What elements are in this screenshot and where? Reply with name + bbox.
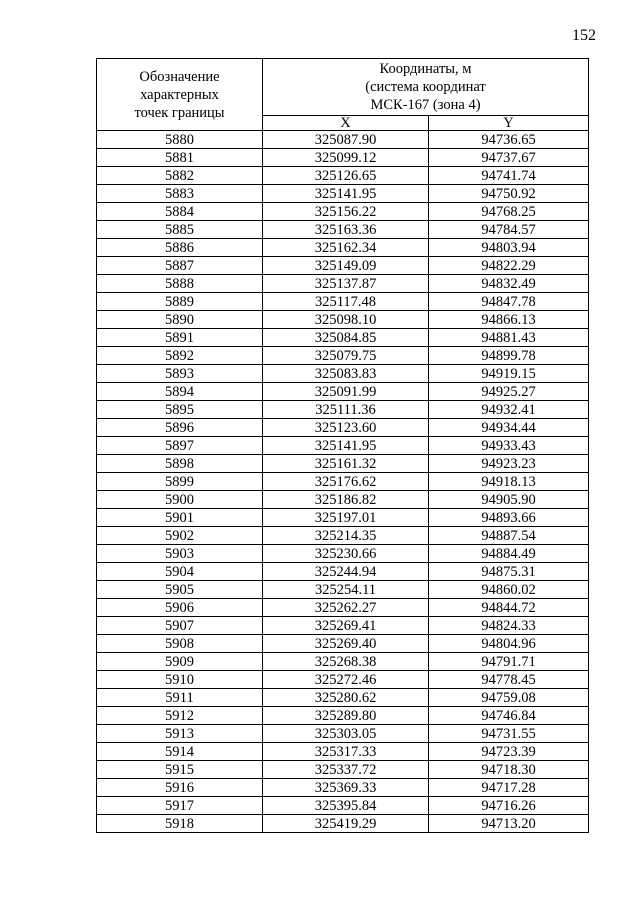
- x-coordinate-cell: 325087.90: [263, 131, 429, 149]
- point-id-cell: 5887: [97, 257, 263, 275]
- x-coordinate-cell: 325269.40: [263, 635, 429, 653]
- y-coordinate-cell: 94881.43: [429, 329, 589, 347]
- table-row: [97, 671, 589, 689]
- y-coordinate-cell: 94803.94: [429, 239, 589, 257]
- y-coordinate-cell: 94768.25: [429, 203, 589, 221]
- x-coordinate-cell: 325268.38: [263, 653, 429, 671]
- table-row: [97, 689, 589, 707]
- table-row: [97, 383, 589, 401]
- x-coordinate-cell: 325369.33: [263, 779, 429, 797]
- x-coordinate-cell: 325098.10: [263, 311, 429, 329]
- coordinates-table: [96, 58, 589, 833]
- y-coordinate-cell: 94860.02: [429, 581, 589, 599]
- y-column-header: Y: [429, 116, 589, 131]
- table-row: [97, 653, 589, 671]
- x-coordinate-cell: 325117.48: [263, 293, 429, 311]
- x-coordinate-cell: 325262.27: [263, 599, 429, 617]
- table-row: [97, 527, 589, 545]
- point-id-cell: 5898: [97, 455, 263, 473]
- point-id-cell: 5900: [97, 491, 263, 509]
- y-coordinate-cell: 94731.55: [429, 725, 589, 743]
- x-coordinate-cell: 325272.46: [263, 671, 429, 689]
- x-coordinate-cell: 325083.83: [263, 365, 429, 383]
- point-id-cell: 5903: [97, 545, 263, 563]
- x-coordinate-cell: 325186.82: [263, 491, 429, 509]
- point-id-cell: 5916: [97, 779, 263, 797]
- y-coordinate-cell: 94741.74: [429, 167, 589, 185]
- x-coordinate-cell: 325163.36: [263, 221, 429, 239]
- point-id-cell: 5908: [97, 635, 263, 653]
- x-coordinate-cell: 325214.35: [263, 527, 429, 545]
- table-row: [97, 545, 589, 563]
- y-coordinate-cell: 94875.31: [429, 563, 589, 581]
- x-coordinate-cell: 325137.87: [263, 275, 429, 293]
- point-id-cell: 5881: [97, 149, 263, 167]
- y-coordinate-cell: 94934.44: [429, 419, 589, 437]
- y-coordinate-cell: 94736.65: [429, 131, 589, 149]
- x-coordinate-cell: 325303.05: [263, 725, 429, 743]
- y-coordinate-cell: 94847.78: [429, 293, 589, 311]
- x-coordinate-cell: 325162.34: [263, 239, 429, 257]
- point-id-cell: 5895: [97, 401, 263, 419]
- point-id-cell: 5896: [97, 419, 263, 437]
- table-row: [97, 617, 589, 635]
- x-coordinate-cell: 325337.72: [263, 761, 429, 779]
- point-id-cell: 5912: [97, 707, 263, 725]
- coords-header-line: Координаты, м: [379, 61, 472, 77]
- y-coordinate-cell: 94737.67: [429, 149, 589, 167]
- x-coordinate-cell: 325149.09: [263, 257, 429, 275]
- x-coordinate-cell: 325111.36: [263, 401, 429, 419]
- y-coordinate-cell: 94784.57: [429, 221, 589, 239]
- x-coordinate-cell: 325419.29: [263, 815, 429, 833]
- table-row: [97, 815, 589, 833]
- table-row: [97, 725, 589, 743]
- point-id-cell: 5892: [97, 347, 263, 365]
- y-coordinate-cell: 94933.43: [429, 437, 589, 455]
- table-row: [97, 239, 589, 257]
- y-coordinate-cell: 94884.49: [429, 545, 589, 563]
- y-coordinate-cell: 94824.33: [429, 617, 589, 635]
- table-row: [97, 707, 589, 725]
- y-coordinate-cell: 94713.20: [429, 815, 589, 833]
- point-id-cell: 5890: [97, 311, 263, 329]
- y-coordinate-cell: 94822.29: [429, 257, 589, 275]
- x-coordinate-cell: 325280.62: [263, 689, 429, 707]
- y-coordinate-cell: 94899.78: [429, 347, 589, 365]
- point-id-cell: 5902: [97, 527, 263, 545]
- table-row: [97, 167, 589, 185]
- point-id-cell: 5894: [97, 383, 263, 401]
- point-id-cell: 5913: [97, 725, 263, 743]
- point-id-cell: 5906: [97, 599, 263, 617]
- x-coordinate-cell: 325197.01: [263, 509, 429, 527]
- y-coordinate-cell: 94717.28: [429, 779, 589, 797]
- table-row: [97, 509, 589, 527]
- point-id-cell: 5893: [97, 365, 263, 383]
- y-coordinate-cell: 94905.90: [429, 491, 589, 509]
- table-row: [97, 491, 589, 509]
- table-row: [97, 455, 589, 473]
- table-row: [97, 401, 589, 419]
- x-coordinate-cell: 325091.99: [263, 383, 429, 401]
- table-row: [97, 779, 589, 797]
- table-row: [97, 257, 589, 275]
- point-id-cell: 5914: [97, 743, 263, 761]
- table-row: [97, 599, 589, 617]
- table-row: [97, 131, 589, 149]
- y-coordinate-cell: 94778.45: [429, 671, 589, 689]
- table-row: [97, 797, 589, 815]
- y-coordinate-cell: 94923.23: [429, 455, 589, 473]
- point-header-line: характерных: [140, 86, 219, 103]
- table-row: [97, 365, 589, 383]
- point-id-cell: 5882: [97, 167, 263, 185]
- y-coordinate-cell: 94723.39: [429, 743, 589, 761]
- table-row: [97, 743, 589, 761]
- y-coordinate-cell: 94887.54: [429, 527, 589, 545]
- table-row: [97, 293, 589, 311]
- point-id-cell: 5885: [97, 221, 263, 239]
- y-coordinate-cell: 94804.96: [429, 635, 589, 653]
- x-coordinate-cell: 325123.60: [263, 419, 429, 437]
- point-id-cell: 5915: [97, 761, 263, 779]
- point-id-cell: 5917: [97, 797, 263, 815]
- y-coordinate-cell: 94925.27: [429, 383, 589, 401]
- table-row: [97, 581, 589, 599]
- x-coordinate-cell: 325254.11: [263, 581, 429, 599]
- table-row: [97, 419, 589, 437]
- x-coordinate-cell: 325161.32: [263, 455, 429, 473]
- table-row: [97, 203, 589, 221]
- x-coordinate-cell: 325176.62: [263, 473, 429, 491]
- table-row: [97, 563, 589, 581]
- point-id-cell: 5899: [97, 473, 263, 491]
- point-id-cell: 5918: [97, 815, 263, 833]
- y-coordinate-cell: 94750.92: [429, 185, 589, 203]
- point-id-cell: 5897: [97, 437, 263, 455]
- point-id-cell: 5884: [97, 203, 263, 221]
- point-id-cell: 5911: [97, 689, 263, 707]
- page-number: 152: [572, 27, 596, 44]
- x-coordinate-cell: 325244.94: [263, 563, 429, 581]
- table-row: [97, 275, 589, 293]
- y-coordinate-cell: 94866.13: [429, 311, 589, 329]
- table-row: [97, 329, 589, 347]
- table-row: [97, 761, 589, 779]
- x-coordinate-cell: 325079.75: [263, 347, 429, 365]
- point-designation-header: [97, 59, 263, 131]
- x-coordinate-cell: 325141.95: [263, 185, 429, 203]
- y-coordinate-cell: 94718.30: [429, 761, 589, 779]
- x-coordinate-cell: 325395.84: [263, 797, 429, 815]
- x-coordinate-cell: 325141.95: [263, 437, 429, 455]
- table-row: [97, 221, 589, 239]
- point-id-cell: 5904: [97, 563, 263, 581]
- point-header-line: точек границы: [134, 104, 225, 121]
- point-id-cell: 5889: [97, 293, 263, 311]
- table-body: [97, 131, 589, 833]
- y-coordinate-cell: 94918.13: [429, 473, 589, 491]
- point-id-cell: 5888: [97, 275, 263, 293]
- table-row: [97, 185, 589, 203]
- table-row: [97, 311, 589, 329]
- x-coordinate-cell: 325156.22: [263, 203, 429, 221]
- x-coordinate-cell: 325289.80: [263, 707, 429, 725]
- table-row: [97, 149, 589, 167]
- y-coordinate-cell: 94844.72: [429, 599, 589, 617]
- y-coordinate-cell: 94716.26: [429, 797, 589, 815]
- coords-header-line: (система координат: [365, 79, 486, 95]
- x-coordinate-cell: 325230.66: [263, 545, 429, 563]
- point-id-cell: 5907: [97, 617, 263, 635]
- point-header-line: Обозначение: [139, 68, 220, 85]
- table-row: [97, 473, 589, 491]
- x-coordinate-cell: 325317.33: [263, 743, 429, 761]
- y-coordinate-cell: 94919.15: [429, 365, 589, 383]
- point-id-cell: 5909: [97, 653, 263, 671]
- x-coordinate-cell: 325269.41: [263, 617, 429, 635]
- point-id-cell: 5891: [97, 329, 263, 347]
- y-coordinate-cell: 94893.66: [429, 509, 589, 527]
- table-row: [97, 437, 589, 455]
- x-coordinate-cell: 325099.12: [263, 149, 429, 167]
- coordinates-header: [263, 59, 589, 116]
- y-coordinate-cell: 94746.84: [429, 707, 589, 725]
- table-row: [97, 347, 589, 365]
- y-coordinate-cell: 94832.49: [429, 275, 589, 293]
- coords-header-line: МСК-167 (зона 4): [370, 97, 481, 113]
- point-id-cell: 5883: [97, 185, 263, 203]
- x-column-header: X: [263, 116, 429, 131]
- point-id-cell: 5901: [97, 509, 263, 527]
- point-id-cell: 5880: [97, 131, 263, 149]
- point-id-cell: 5910: [97, 671, 263, 689]
- point-id-cell: 5886: [97, 239, 263, 257]
- y-coordinate-cell: 94759.08: [429, 689, 589, 707]
- y-coordinate-cell: 94791.71: [429, 653, 589, 671]
- table-row: [97, 635, 589, 653]
- y-coordinate-cell: 94932.41: [429, 401, 589, 419]
- x-coordinate-cell: 325126.65: [263, 167, 429, 185]
- point-id-cell: 5905: [97, 581, 263, 599]
- x-coordinate-cell: 325084.85: [263, 329, 429, 347]
